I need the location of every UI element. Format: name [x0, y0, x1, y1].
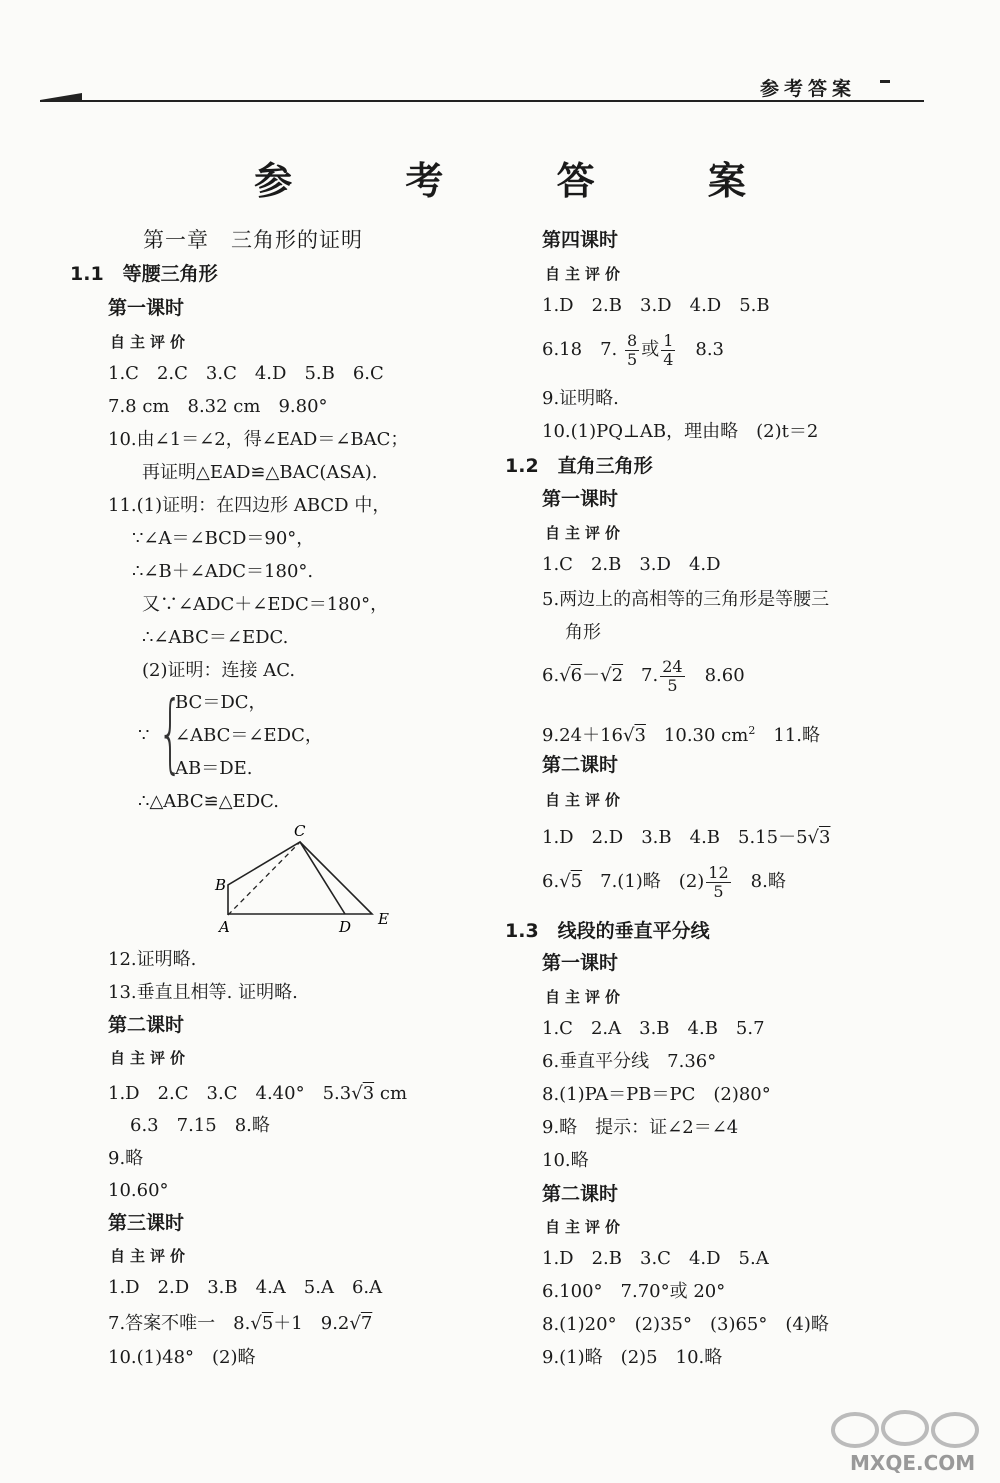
answer-line: 9.24＋16√3 10.30 $cm^2$ 11.略	[542, 724, 820, 746]
answer-line: (2)证明：连接 AC.	[142, 660, 296, 681]
header-wedge	[40, 93, 82, 100]
sqrt-sign: √	[250, 1313, 262, 1334]
because-symbol: ∵	[138, 725, 150, 746]
lesson-heading: 第四课时	[542, 229, 619, 251]
lesson-heading: 第一课时	[542, 952, 619, 974]
answer-line: 10.(1)PQ⊥AB，理由略 (2)t＝2	[542, 421, 819, 442]
answer-line: 9.略 提示：证∠2＝∠4	[542, 1117, 739, 1138]
self-eval-label: 自主评价	[110, 333, 191, 351]
point-label: B	[215, 876, 227, 894]
page-title: 参 考 答 案	[254, 159, 796, 203]
answer-line: ∵∠A＝∠BCD＝90°，	[132, 528, 315, 549]
answer-line: 10.60°	[108, 1180, 169, 1201]
sqrt-sign: √	[559, 665, 571, 686]
point-label: E	[378, 910, 389, 928]
self-eval-label: 自主评价	[545, 524, 626, 542]
answer-line: 6.100° 7.70°或 20°	[542, 1281, 726, 1302]
point-label: D	[339, 918, 352, 936]
answer-line: 又∵∠ADC＋∠EDC＝180°，	[142, 594, 389, 615]
answer-line: 10.略	[542, 1150, 589, 1171]
sqrt-sign: √	[807, 827, 820, 848]
answer-line: 6.18 7. $\frac{8}{5}$ 或 $\frac{1}{4}$ 8.3	[542, 330, 725, 369]
quad-sides	[228, 842, 345, 915]
lesson-heading: 第三课时	[108, 1212, 185, 1234]
answer-line: 10.由∠1＝∠2，得∠EAD＝∠BAC；	[108, 429, 409, 450]
fraction: $\frac{1}{4}$	[663, 330, 674, 369]
answer-line: 12.证明略.	[108, 949, 197, 970]
self-eval-label: 自主评价	[110, 1049, 191, 1067]
running-header: 参考答案	[760, 78, 857, 100]
lesson-heading: 第二课时	[542, 1183, 619, 1205]
self-eval-label: 自主评价	[545, 1218, 626, 1236]
answer-line: 1.D 2.D 3.B 4.B 5.15－5√3	[542, 827, 831, 848]
answer-line: 7.答案不唯一 8.√5＋1 9.2√7	[108, 1313, 373, 1334]
answer-line: 8.(1)PA＝PB＝PC (2)80°	[542, 1084, 771, 1105]
fraction: $\frac{8}{5}$	[627, 330, 638, 369]
chapter-title: 第一章 三角形的证明	[143, 228, 363, 252]
answer-line: 9.略	[108, 1148, 144, 1169]
answer-line: 1.C 2.C 3.C 4.D 5.B 6.C	[108, 363, 384, 384]
answer-line: AB＝DE.	[175, 758, 253, 779]
lesson-heading: 第二课时	[542, 754, 619, 776]
lesson-heading: 第一课时	[108, 297, 185, 319]
answer-line: 11.(1)证明：在四边形 ABCD 中，	[108, 495, 391, 516]
answer-line: 1.C 2.B 3.D 4.D	[542, 554, 721, 575]
self-eval-label: 自主评价	[110, 1247, 191, 1265]
sqrt-sign: √	[559, 871, 571, 892]
answer-line: 1.D 2.D 3.B 4.A 5.A 6.A	[108, 1277, 383, 1298]
point-label: A	[219, 918, 230, 936]
sqrt-sign: √	[622, 725, 635, 746]
self-eval-label: 自主评价	[545, 988, 626, 1006]
section-1-1-heading: 1.1 等腰三角形	[70, 263, 218, 285]
lesson-heading: 第一课时	[542, 488, 619, 510]
watermark-logo	[820, 1390, 990, 1476]
answer-line: 10.(1)48° (2)略	[108, 1347, 256, 1368]
answer-line: 6.√5 7.(1)略 (2) $\frac{12}{5}$ 8.略	[542, 862, 786, 901]
watermark-text: MXQE.COM	[850, 1451, 976, 1475]
watermark-mark	[833, 1414, 877, 1446]
self-eval-label: 自主评价	[545, 791, 626, 809]
answer-line: ∴∠ABC＝∠EDC.	[142, 627, 289, 648]
answer-line: ∴△ABC≌△EDC.	[138, 791, 279, 812]
sqrt-sign: √	[600, 665, 612, 686]
fraction: $\frac{24}{5}$	[662, 656, 683, 695]
watermark-mark	[933, 1414, 977, 1446]
answer-line: 5.两边上的高相等的三角形是等腰三	[542, 589, 830, 610]
answer-line: 9.证明略.	[542, 388, 619, 409]
watermark-mark	[883, 1412, 927, 1444]
section-1-2-heading: 1.2 直角三角形	[505, 455, 653, 477]
section-1-3-heading: 1.3 线段的垂直平分线	[505, 920, 710, 942]
lesson-heading: 第二课时	[108, 1014, 185, 1036]
fraction: $\frac{12}{5}$	[708, 862, 729, 901]
sqrt-sign: √	[349, 1313, 361, 1334]
answer-line: 再证明△EAD≌△BAC(ASA).	[142, 462, 378, 483]
answer-line: ∠ABC＝∠EDC，	[175, 725, 323, 746]
answer-line: 6.√6－√2 7. $\frac{24}{5}$ 8.60	[542, 656, 745, 695]
sqrt-sign: √	[351, 1083, 363, 1104]
answer-line: 1.D 2.C 3.C 4.40° 5.3√3 cm	[108, 1083, 408, 1104]
answer-line: 6.3 7.15 8.略	[130, 1115, 270, 1136]
quadrilateral-figure	[200, 820, 400, 940]
answer-line: 6.垂直平分线 7.36°	[542, 1051, 717, 1072]
answer-line: 9.(1)略 (2)5 10.略	[542, 1347, 723, 1368]
triangle-edc	[228, 842, 372, 914]
answer-line: 13.垂直且相等. 证明略.	[108, 982, 298, 1003]
answer-line: 8.(1)20° (2)35° (3)65° (4)略	[542, 1314, 829, 1335]
self-eval-label: 自主评价	[545, 265, 626, 283]
answer-line: 7.8 cm 8.32 cm 9.80°	[108, 396, 328, 417]
point-label: C	[294, 822, 306, 840]
answer-line: 1.C 2.A 3.B 4.B 5.7	[542, 1018, 765, 1039]
left-brace: {	[158, 683, 183, 783]
answer-line: 1.D 2.B 3.C 4.D 5.A	[542, 1248, 769, 1269]
answer-line: 1.D 2.B 3.D 4.D 5.B	[542, 295, 770, 316]
answer-line: 角形	[565, 622, 601, 643]
header-mark	[880, 80, 890, 83]
answer-line: BC＝DC，	[175, 692, 267, 713]
answer-line: ∴∠B＋∠ADC＝180°.	[132, 561, 314, 582]
